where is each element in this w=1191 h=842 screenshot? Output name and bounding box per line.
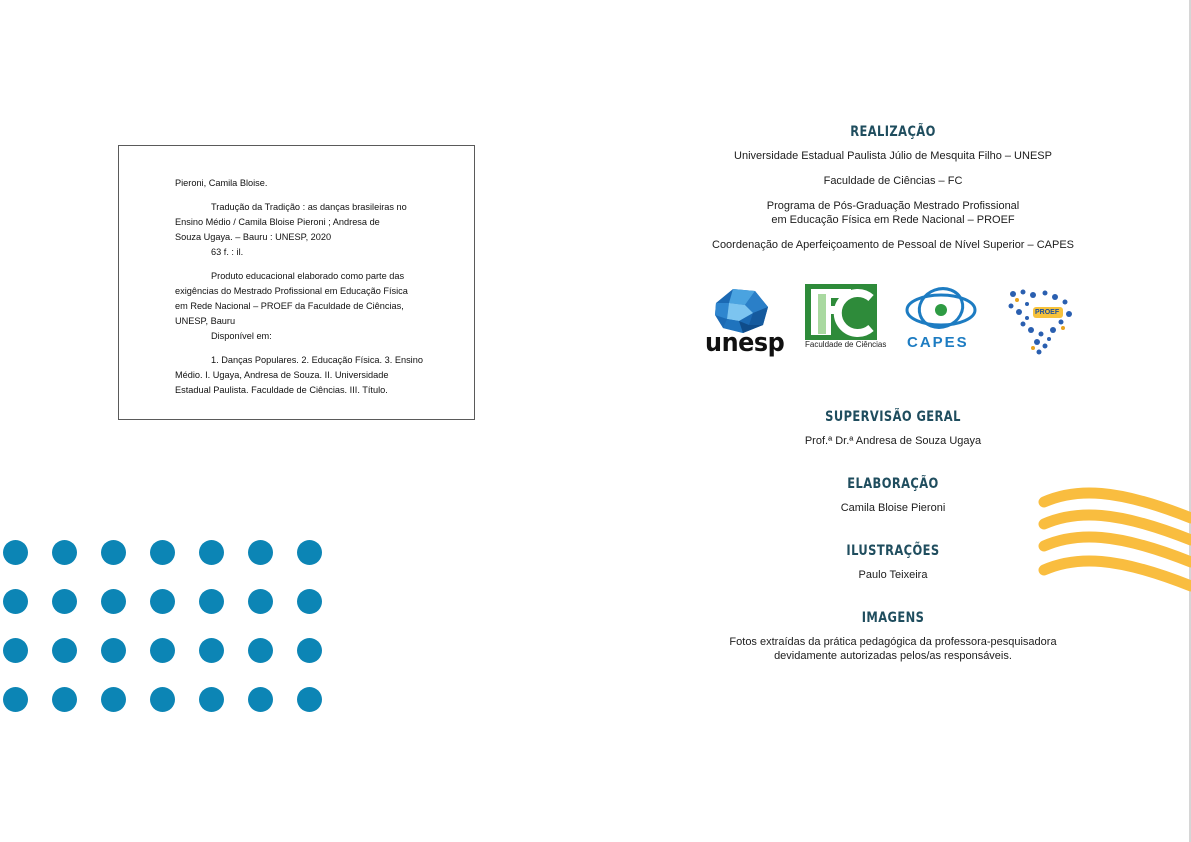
decorative-dot: [150, 589, 175, 614]
capes-logo: [903, 284, 979, 352]
decorative-dot: [52, 638, 77, 663]
realizacao-line: Programa de Pós-Graduação Mestrado Profissional: [766, 200, 1020, 212]
catalog-title-line: Souza Ugaya. – Bauru : UNESP, 2020: [175, 232, 332, 242]
wave-line: [1044, 561, 1191, 586]
decorative-dot: [297, 638, 322, 663]
capes-orbit-icon: [903, 284, 979, 332]
decorative-dot: [52, 687, 77, 712]
decorative-dot: [3, 638, 28, 663]
supervisao-title: SUPERVISÃO GERAL: [825, 409, 961, 425]
catalog-subject-line: 1. Danças Populares. 2. Educação Física. 3. Ensino: [211, 355, 423, 365]
supervisao-name: Prof.ª Dr.ª Andresa de Souza Ugaya: [804, 435, 982, 447]
catalog-note-line: exigências do Mestrado Profissional em Educação Física: [175, 286, 408, 296]
ilustracoes-title: ILUSTRAÇÕES: [846, 543, 940, 559]
proef-badge-label: PROEF: [1035, 309, 1060, 316]
imagens-line: Fotos extraídas da prática pedagógica da professora-pesquisadora: [729, 636, 1057, 648]
decorative-dot: [3, 540, 28, 565]
realizacao-line: Universidade Estadual Paulista Júlio de Mesquita Filho – UNESP: [734, 150, 1052, 162]
decorative-dot: [150, 638, 175, 663]
proef-map-icon: [1003, 284, 1079, 358]
catalog-note-line: UNESP, Bauru: [175, 316, 236, 326]
catalog-title-line: Tradução da Tradição : as danças brasileiras no: [211, 202, 407, 212]
decorative-dot: [248, 638, 273, 663]
elaboracao-name: Camila Bloise Pieroni: [840, 502, 946, 514]
decorative-dot: [52, 540, 77, 565]
decorative-dot: [150, 687, 175, 712]
decorative-dot: [248, 589, 273, 614]
decorative-dot: [101, 589, 126, 614]
elaboracao-title: ELABORAÇÃO: [847, 476, 939, 492]
realizacao-line: Faculdade de Ciências – FC: [823, 175, 963, 187]
decorative-dot: [199, 687, 224, 712]
imagens-title: IMAGENS: [861, 610, 925, 626]
decorative-dot: [150, 540, 175, 565]
unesp-logo: [705, 284, 785, 358]
unesp-wordmark: unesp: [705, 328, 785, 358]
logos-row: [705, 284, 1085, 358]
decorative-dot: [101, 687, 126, 712]
decorative-dot: [52, 589, 77, 614]
fc-emblem-icon: [805, 284, 877, 340]
capes-wordmark: CAPES: [907, 334, 969, 351]
fc-logo: [805, 284, 887, 352]
decorative-waves: [1036, 488, 1191, 588]
decorative-dot: [297, 589, 322, 614]
decorative-dot-grid: [3, 540, 333, 720]
catalog-subject-line: Estadual Paulista. Faculdade de Ciências. III. Título.: [175, 385, 388, 395]
realizacao-line: em Educação Física em Rede Nacional – PROEF: [771, 214, 1015, 226]
decorative-dot: [199, 638, 224, 663]
catalog-text: [175, 176, 427, 398]
catalog-available: Disponível em:: [211, 331, 272, 341]
decorative-dot: [248, 687, 273, 712]
decorative-dot: [3, 589, 28, 614]
realizacao-line: Coordenação de Aperfeiçoamento de Pessoal de Nível Superior – CAPES: [712, 239, 1074, 251]
catalog-note-line: em Rede Nacional – PROEF da Faculdade de Ciências,: [175, 301, 404, 311]
proef-logo: [1003, 284, 1079, 358]
decorative-dot: [101, 638, 126, 663]
decorative-dot: [297, 540, 322, 565]
ilustracoes-name: Paulo Teixeira: [858, 569, 928, 581]
imagens-line: devidamente autorizadas pelos/as responsáveis.: [774, 650, 1012, 662]
decorative-dot: [297, 687, 322, 712]
realizacao-title: REALIZAÇÃO: [850, 124, 936, 140]
decorative-dot: [101, 540, 126, 565]
catalog-note-line: Produto educacional elaborado como parte das: [211, 271, 405, 281]
catalog-author: Pieroni, Camila Bloise.: [175, 178, 268, 188]
catalog-card: [118, 145, 475, 420]
catalog-subject-line: Médio. I. Ugaya, Andresa de Souza. II. Universidade: [175, 370, 389, 380]
fc-caption: Faculdade de Ciências: [805, 340, 887, 349]
decorative-dot: [3, 687, 28, 712]
catalog-pages: 63 f. : il.: [211, 247, 244, 257]
decorative-dot: [248, 540, 273, 565]
decorative-dot: [199, 589, 224, 614]
catalog-title-line: Ensino Médio / Camila Bloise Pieroni ; Andresa de: [175, 217, 380, 227]
credits-column: [700, 124, 1086, 663]
decorative-dot: [199, 540, 224, 565]
